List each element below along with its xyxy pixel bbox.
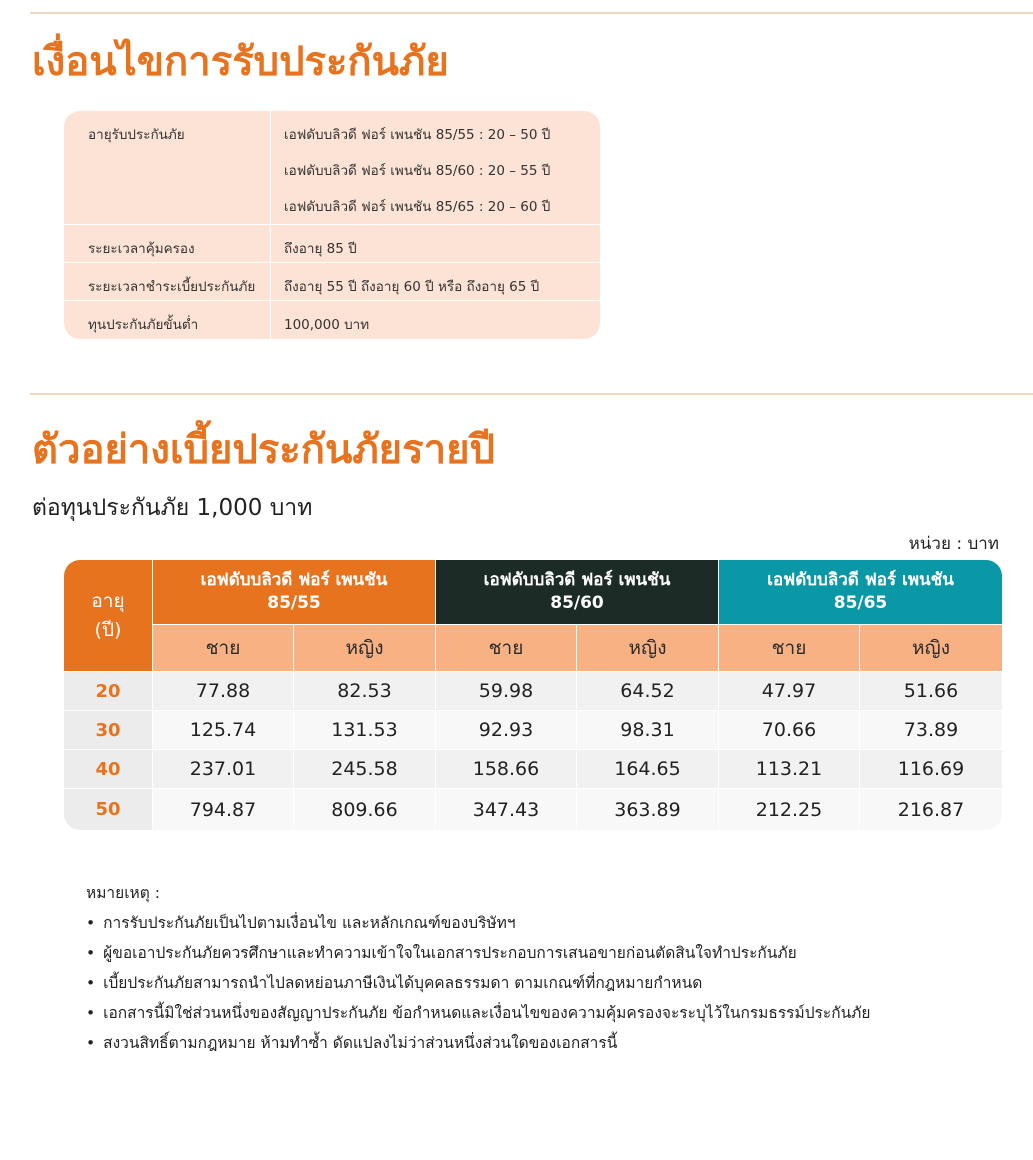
sex-header-male: ชาย: [436, 625, 576, 671]
premium-cell: 794.87: [153, 789, 293, 830]
sex-header-male: ชาย: [719, 625, 859, 671]
condition-label: อายุรับประกันภัย: [88, 127, 185, 143]
note-item: • การรับประกันภัยเป็นไปตามเงื่อนไข และหลักเกณฑ์ของบริษัทฯ: [86, 908, 870, 938]
age-header: [64, 560, 152, 671]
condition-row-min-sum: [64, 301, 600, 339]
age-cell: 20: [64, 672, 152, 710]
premium-cell: 809.66: [294, 789, 435, 830]
premium-cell: 77.88: [153, 672, 293, 710]
section-divider: [30, 393, 1033, 395]
premium-cell: 347.43: [436, 789, 576, 830]
age-header-label: อายุ: [91, 590, 125, 612]
condition-label: ทุนประกันภัยขั้นต่ำ: [88, 317, 199, 333]
plan-header-85-60: [436, 560, 718, 624]
plan-code: 85/55: [267, 593, 321, 613]
condition-label: ระยะเวลาคุ้มครอง: [88, 241, 195, 257]
condition-value: 100,000 บาท: [284, 317, 370, 333]
note-item: • ผู้ขอเอาประกันภัยควรศึกษาและทำความเข้าใจในเอกสารประกอบการเสนอขายก่อนตัดสินใจทำประกันภัย: [86, 938, 870, 968]
premium-cell: 237.01: [153, 750, 293, 788]
premium-title: ตัวอย่างเบี้ยประกันภัยรายปี: [32, 427, 495, 473]
note-item: • เอกสารนี้มิใช่ส่วนหนึ่งของสัญญาประกันภัย ข้อกำหนดและเงื่อนไขของความคุ้มครองจะระบุไว้ในกรมธรรม์ประกันภัย: [86, 998, 870, 1028]
premium-cell: 47.97: [719, 672, 859, 710]
condition-label: ระยะเวลาชำระเบี้ยประกันภัย: [88, 279, 256, 295]
condition-value: เอฟดับบลิวดี ฟอร์ เพนชัน 85/65 : 20 – 60 ปี: [284, 199, 551, 215]
condition-value: เอฟดับบลิวดี ฟอร์ เพนชัน 85/60 : 20 – 55 ปี: [284, 163, 551, 179]
condition-row-coverage: [64, 225, 600, 263]
unit-label: หน่วย : บาท: [908, 534, 999, 554]
condition-value: ถึงอายุ 85 ปี: [284, 241, 357, 257]
premium-cell: 92.93: [436, 711, 576, 749]
plan-name: เอฟดับบลิวดี ฟอร์ เพนชัน: [767, 570, 954, 591]
premium-cell: 116.69: [860, 750, 1002, 788]
premium-cell: 98.31: [577, 711, 718, 749]
age-cell: 30: [64, 711, 152, 749]
plan-header-85-65: [719, 560, 1002, 624]
premium-cell: 164.65: [577, 750, 718, 788]
premium-cell: 216.87: [860, 789, 1002, 830]
premium-cell: 158.66: [436, 750, 576, 788]
plan-code: 85/60: [550, 593, 604, 613]
sex-header-female: หญิง: [860, 625, 1002, 671]
plan-header-85-55: [153, 560, 435, 624]
age-cell: 50: [64, 789, 152, 830]
condition-row-age: [64, 111, 600, 225]
premium-cell: 245.58: [294, 750, 435, 788]
note-item: • สงวนสิทธิ์ตามกฎหมาย ห้ามทำซ้ำ ดัดแปลงไม่ว่าส่วนหนึ่งส่วนใดของเอกสารนี้: [86, 1028, 870, 1058]
notes-title: หมายเหตุ :: [86, 884, 160, 902]
premium-cell: 113.21: [719, 750, 859, 788]
sex-header-female: หญิง: [294, 625, 435, 671]
premium-cell: 64.52: [577, 672, 718, 710]
conditions-title: เงื่อนไขการรับประกันภัย: [32, 39, 449, 85]
age-header-unit: (ปี): [94, 618, 122, 641]
plan-code: 85/65: [833, 593, 888, 613]
plan-name: เอฟดับบลิวดี ฟอร์ เพนชัน: [200, 570, 388, 591]
conditions-box: [64, 111, 600, 339]
premium-cell: 131.53: [294, 711, 435, 749]
premium-cell: 363.89: [577, 789, 718, 830]
premium-cell: 125.74: [153, 711, 293, 749]
top-divider: [30, 12, 1033, 14]
premium-subtitle: ต่อทุนประกันภัย 1,000 บาท: [32, 495, 313, 521]
age-cell: 40: [64, 750, 152, 788]
sex-header-male: ชาย: [153, 625, 293, 671]
premium-cell: 51.66: [860, 672, 1002, 710]
condition-value: ถึงอายุ 55 ปี ถึงอายุ 60 ปี หรือ ถึงอายุ 65 ปี: [284, 279, 540, 295]
premium-cell: 82.53: [294, 672, 435, 710]
notes-list: [86, 908, 870, 1058]
premium-table: [64, 560, 1002, 830]
premium-cell: 70.66: [719, 711, 859, 749]
note-item: • เบี้ยประกันภัยสามารถนำไปลดหย่อนภาษีเงินได้บุคคลธรรมดา ตามเกณฑ์ที่กฎหมายกำหนด: [86, 968, 870, 998]
condition-row-payment: [64, 263, 600, 301]
condition-value: เอฟดับบลิวดี ฟอร์ เพนชัน 85/55 : 20 – 50 ปี: [284, 127, 551, 143]
premium-cell: 73.89: [860, 711, 1002, 749]
premium-cell: 59.98: [436, 672, 576, 710]
premium-cell: 212.25: [719, 789, 859, 830]
sex-header-female: หญิง: [577, 625, 718, 671]
plan-name: เอฟดับบลิวดี ฟอร์ เพนชัน: [483, 570, 671, 591]
